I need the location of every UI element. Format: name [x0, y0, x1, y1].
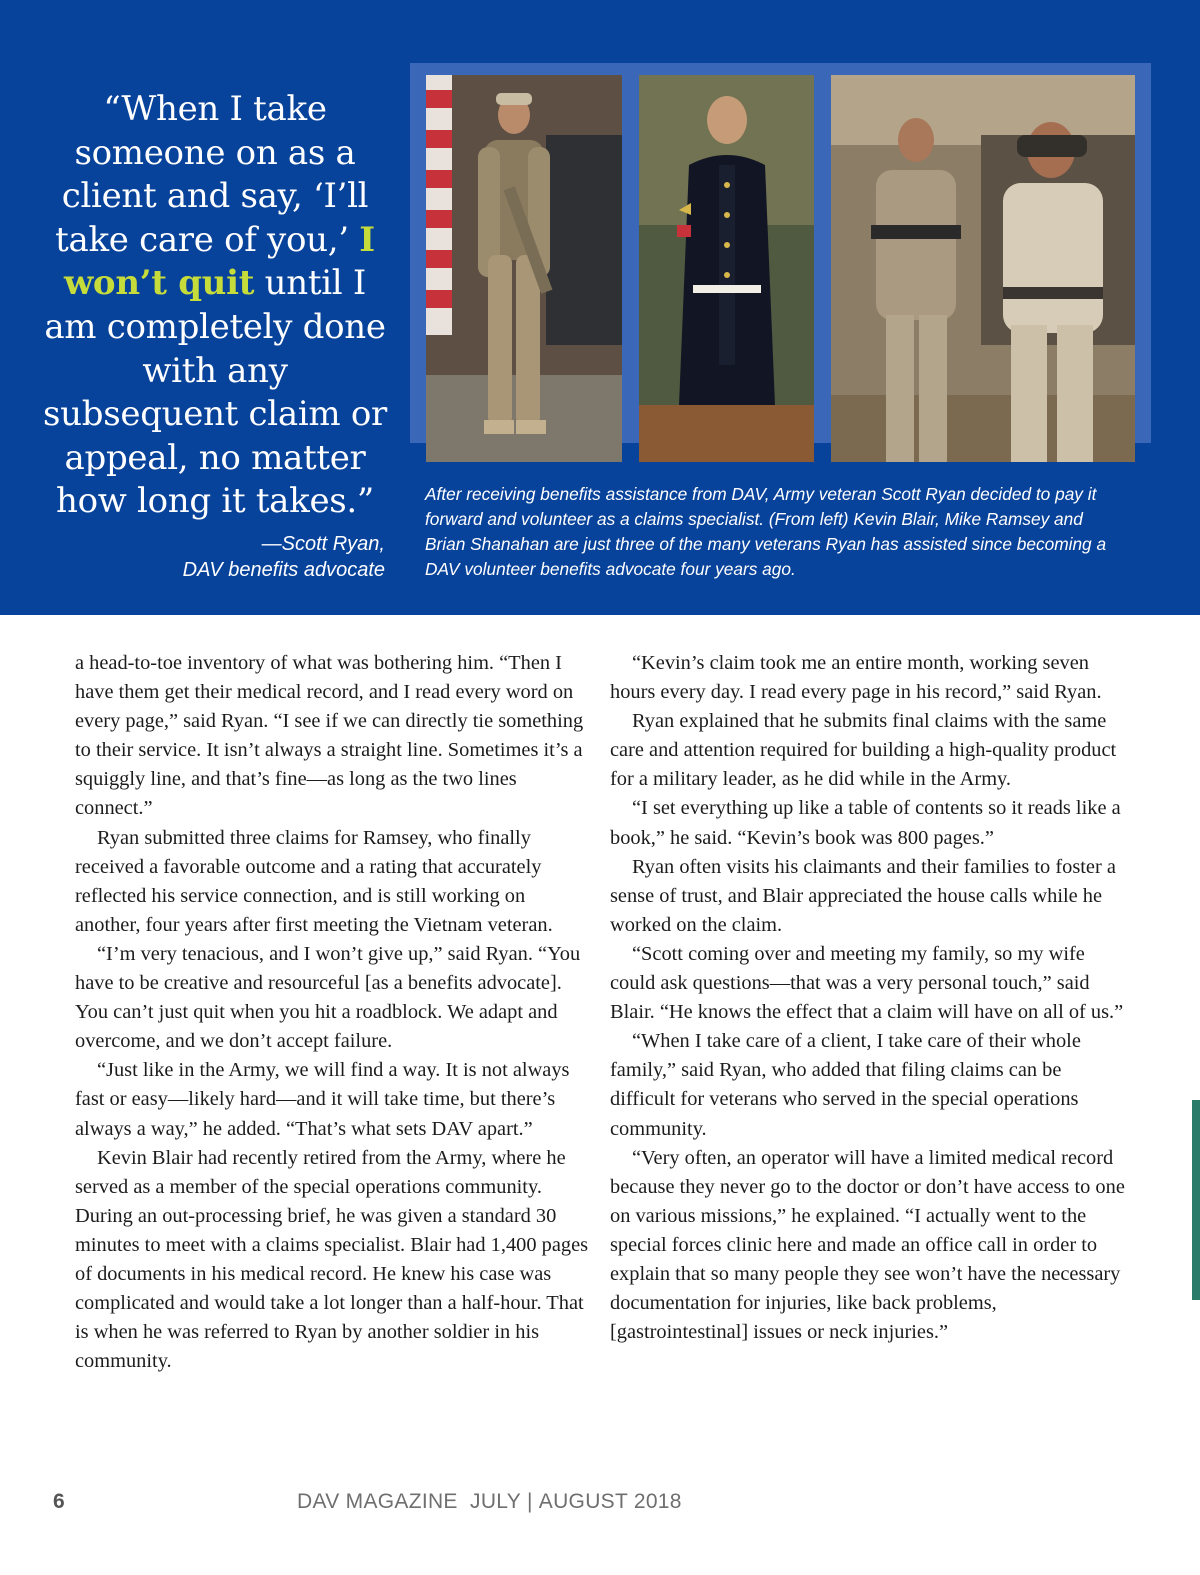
article-paragraph: “I’m very tenacious, and I won’t give up,” said Ryan. “You have to be creative and resourceful [as a benefits advocate]. You can’t just quit when you hit a roadblock. We adapt and overcome, and we don’t accept failure. [75, 942, 581, 1053]
photo-marine-dress-blues [639, 75, 814, 462]
magazine-name: DAV MAGAZINE [297, 1490, 458, 1513]
attribution-name: —Scott Ryan, [261, 533, 385, 555]
issue-rest: AUGUST 2018 [538, 1490, 682, 1513]
article-paragraph: Ryan submitted three claims for Ramsey, who finally received a favorable outcome and a rating that accurately reflected his service connection, and is still working on another, four years after first meeting the Vietnam veteran. [75, 826, 553, 936]
page-number: 6 [53, 1490, 65, 1513]
article-column-left [75, 649, 595, 1376]
issue-separator: | [527, 1490, 533, 1513]
article-paragraph: Ryan often visits his claimants and their families to foster a sense of trust, and Blair appreciated the house calls while he worked on the claim. [610, 855, 1116, 936]
article-paragraph: “Scott coming over and meeting my family, so my wife could ask questions—that was a very personal touch,” said Blair. “He knows the effect that a claim will have on all of us.” [610, 942, 1124, 1024]
article-paragraph: “Very often, an operator will have a limited medical record because they never go to the doctor or don’t have access to one on various missions,” he explained. “I actually went to the special forces clinic here and made an office call in order to explain that so many people they see won’t have the necessary documentation for injuries, like back problems, [gastrointestinal] issues or neck injuries.” [610, 1146, 1125, 1344]
article-paragraph: Ryan explained that he submits final claims with the same care and attention required for building a high-quality product for a military leader, as he did while in the Army. [610, 710, 1117, 791]
pull-quote-text: “When I take someone on as a client and say, ‘I’ll take care of you,’ [55, 89, 369, 260]
quote-attribution [45, 531, 385, 583]
article-paragraph: “Kevin’s claim took me an entire month, working seven hours every day. I read every page in his record,” said Ryan. [610, 652, 1102, 704]
photo-two-soldiers-vehicle [831, 75, 1135, 462]
article-column-right [610, 649, 1130, 1347]
article-paragraph: “I set everything up like a table of contents so it reads like a book,” he said. “Kevin’s book was 800 pages.” [610, 797, 1121, 849]
pull-quote-text-end: until I am completely done with any subsequent claim or appeal, no matter how long it takes.” [43, 263, 387, 522]
flag-stripes [426, 75, 452, 335]
article-paragraph: “Just like in the Army, we will find a way. It is not always fast or easy—likely hard—and it will take time, but there’s always a way,” he added. “That’s what sets DAV apart.” [75, 1059, 570, 1140]
article-paragraph: “When I take care of a client, I take care of their whole family,” said Ryan, who added that filing claims can be difficult for veterans who served in the special operations community. [610, 1030, 1081, 1140]
photo-caption: After receiving benefits assistance from DAV, Army veteran Scott Ryan decided to pay it forward and volunteer as a claims specialist. (From left) Kevin Blair, Mike Ramsey and Brian Shanahan are just three of the many veterans Ryan has assisted since becoming a DAV volunteer benefits advocate four years ago. [425, 484, 1107, 579]
article-paragraph: a head-to-toe inventory of what was bothering him. “Then I have them get their medical record, and I read every word on every page,” said Ryan. “I see if we can directly tie something to their service. It isn’t always a straight line. Sometimes it’s a squiggly line, and that’s fine—as long as the two lines connect.” [75, 652, 584, 820]
article-paragraph: Kevin Blair had recently retired from the Army, where he served as a member of the special operations community. During an out-processing brief, he was given a standard 30 minutes to meet with a claims specialist. Blair had 1,400 pages of documents in his medical record. He knew his case was complicated and would take a lot longer than a half-hour. That is when he was referred to Ryan by another soldier in his community. [75, 1146, 589, 1373]
photo-soldier-desert-camo [426, 75, 622, 462]
attribution-title: DAV benefits advocate [182, 559, 385, 581]
page-edge-tab [1192, 1100, 1200, 1300]
pull-quote-highlight: I won’t quit [63, 219, 375, 304]
magazine-footer [297, 1490, 682, 1514]
issue-month: JULY [470, 1490, 522, 1513]
pull-quote [40, 88, 390, 524]
